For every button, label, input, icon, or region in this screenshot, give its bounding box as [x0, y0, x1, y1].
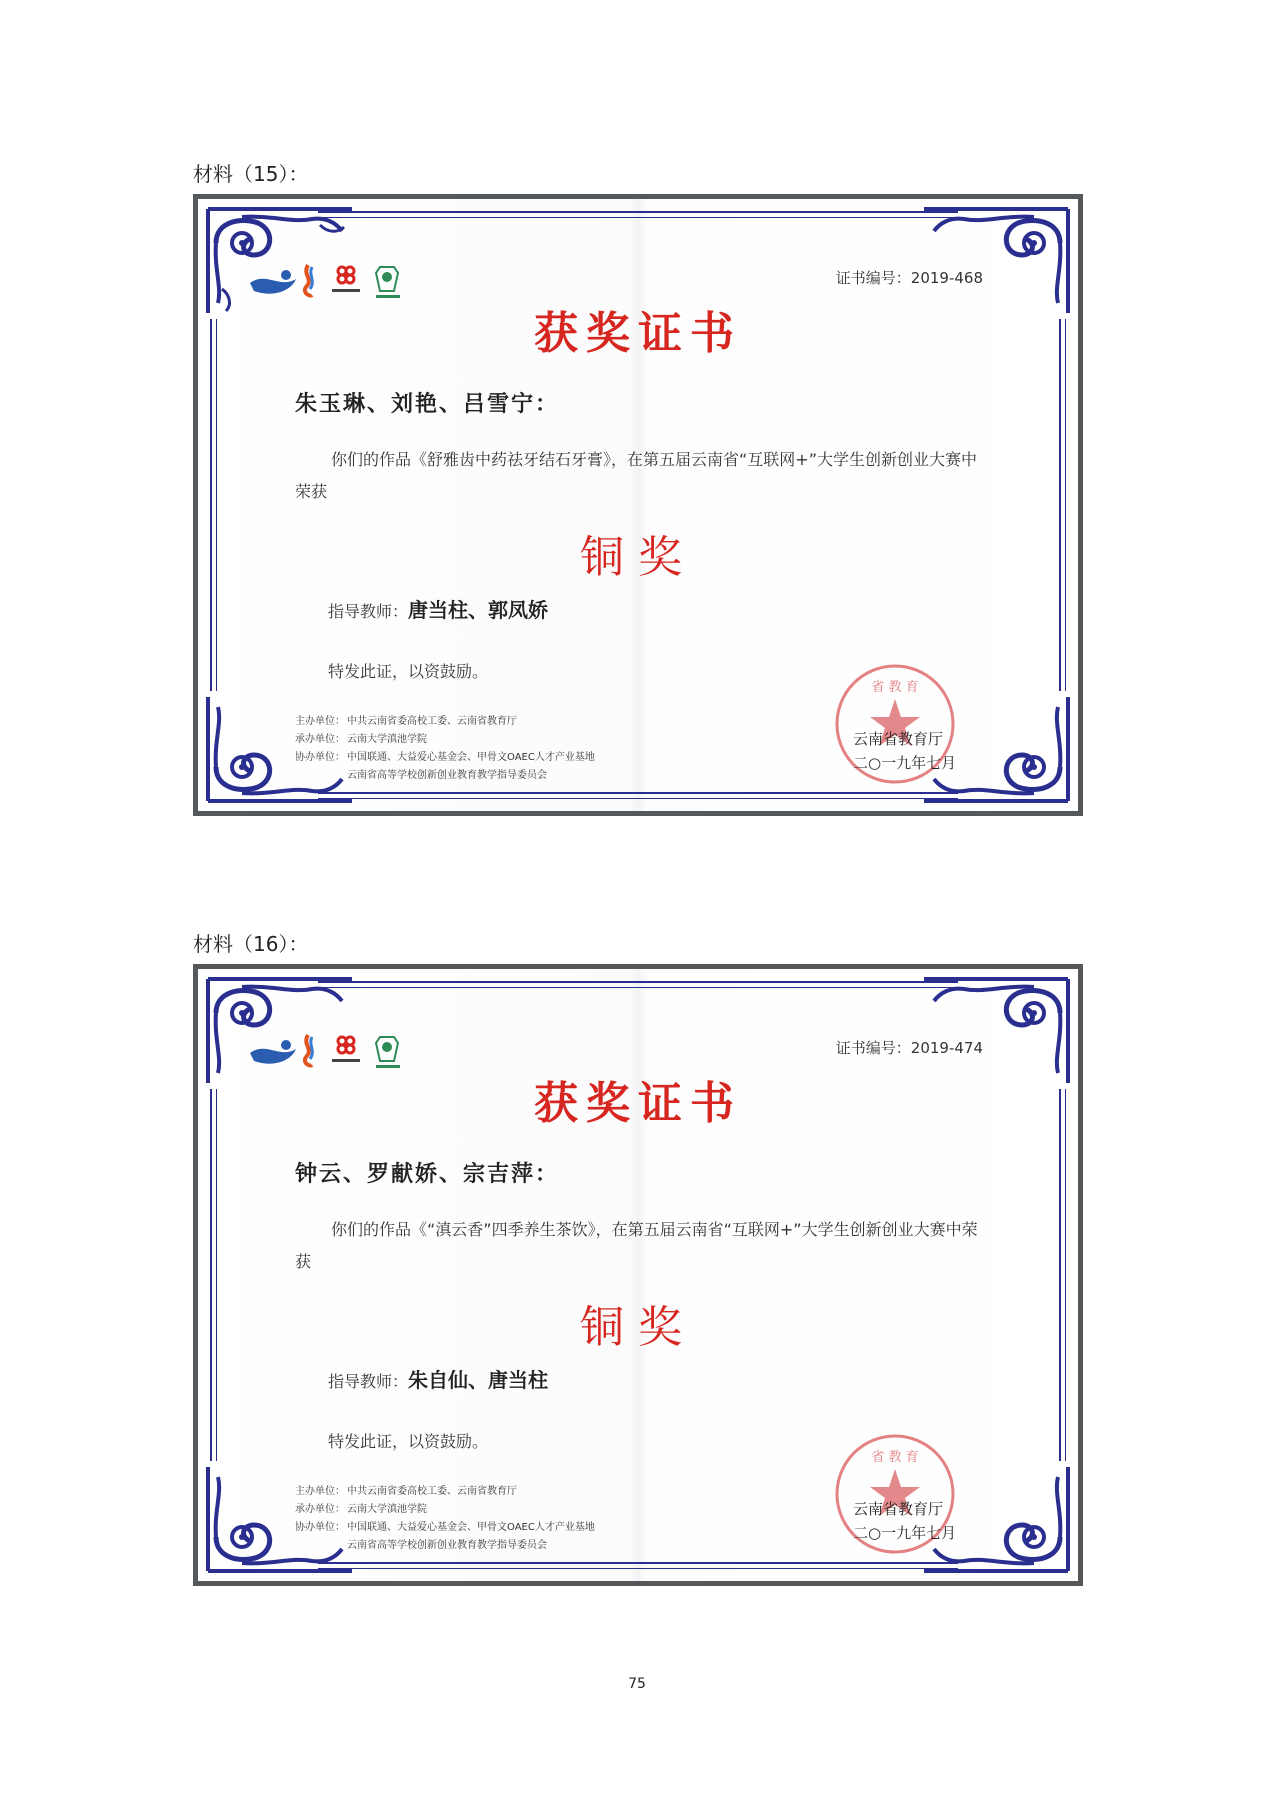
certificate-16 [193, 964, 1083, 1586]
svg-text:省 教 育: 省 教 育 [871, 1450, 919, 1465]
org-assist-label: 协办单位： [295, 752, 345, 763]
issuer-block [853, 1497, 956, 1545]
material-caption-16: 材料（16）： [193, 932, 309, 956]
certificate-title: 获奖证书 [534, 308, 742, 359]
page-number: 75 [628, 1676, 646, 1692]
org-assist-label: 协办单位： [295, 1522, 345, 1533]
org-undertake: 云南大学滇池学院 [347, 734, 427, 745]
border-line-right [1059, 1089, 1066, 1461]
org-undertake: 云南大学滇池学院 [347, 1504, 427, 1515]
issue-statement: 特发此证，以资鼓励。 [328, 662, 489, 681]
award-level: 铜奖 [580, 1302, 696, 1353]
org-host-label: 主办单位： [295, 1486, 345, 1497]
org-assist-1: 中国联通、大益爱心基金会、甲骨文OAEC人才产业基地 [347, 752, 595, 763]
certificate-15 [193, 194, 1083, 816]
certificate-paper [198, 969, 1078, 1581]
advisor-line [328, 594, 548, 623]
org-undertake-label: 承办单位： [295, 1504, 345, 1515]
advisor-line [328, 1364, 548, 1393]
border-line-left [210, 1089, 217, 1461]
material-caption-15: 材料（15）： [193, 162, 309, 186]
issuer-name: 云南省教育厅 [853, 1500, 944, 1518]
issuer-name: 云南省教育厅 [853, 730, 944, 748]
certificate-body: 你们的作品《舒雅齿中药祛牙结石牙膏》，在第五届云南省“互联网+”大学生创新创业大赛中荣获 [295, 450, 977, 501]
advisor-label: 指导教师： [328, 1372, 409, 1391]
award-level: 铜奖 [580, 532, 696, 583]
certificate-paper [198, 199, 1078, 811]
org-assist-2: 云南省高等学校创新创业教育教学指导委员会 [347, 1540, 547, 1551]
border-line-left [210, 319, 217, 691]
org-undertake-label: 承办单位： [295, 734, 345, 745]
border-line-bottom [318, 792, 958, 799]
certificate-number: 证书编号：2019-468 [835, 269, 983, 287]
certificate-body: 你们的作品《“滇云香”四季养生茶饮》，在第五届云南省“互联网+”大学生创新创业大赛中荣获 [295, 1220, 978, 1271]
org-host-label: 主办单位： [295, 716, 345, 727]
recipient-names: 朱玉琳、刘艳、吕雪宁： [295, 391, 560, 417]
border-line-bottom [318, 1562, 958, 1569]
organizers [295, 1483, 595, 1555]
advisor-label: 指导教师： [328, 602, 409, 621]
border-line-top [318, 981, 958, 988]
advisor-names: 朱自仙、唐当柱 [408, 1368, 549, 1392]
certificate-title: 获奖证书 [534, 1078, 742, 1129]
border-line-right [1059, 319, 1066, 691]
org-assist-1: 中国联通、大益爱心基金会、甲骨文OAEC人才产业基地 [347, 1522, 595, 1533]
recipient-names: 钟云、罗献娇、宗吉萍： [295, 1161, 560, 1187]
certificate-number: 证书编号：2019-474 [835, 1039, 983, 1057]
issue-date: 二○一九年七月 [853, 754, 957, 772]
advisor-names: 唐当柱、郭凤娇 [408, 598, 549, 622]
border-line-top [318, 211, 958, 218]
issue-statement: 特发此证，以资鼓励。 [328, 1432, 489, 1451]
svg-text:省 教 育: 省 教 育 [871, 680, 919, 695]
issue-date: 二○一九年七月 [853, 1524, 957, 1542]
org-host: 中共云南省委高校工委、云南省教育厅 [347, 716, 517, 727]
org-host: 中共云南省委高校工委、云南省教育厅 [347, 1486, 517, 1497]
org-assist-2: 云南省高等学校创新创业教育教学指导委员会 [347, 770, 547, 781]
issuer-block [853, 727, 956, 775]
sponsor-logos-icon [246, 1027, 426, 1071]
organizers [295, 713, 595, 785]
sponsor-logos-icon [246, 257, 426, 301]
